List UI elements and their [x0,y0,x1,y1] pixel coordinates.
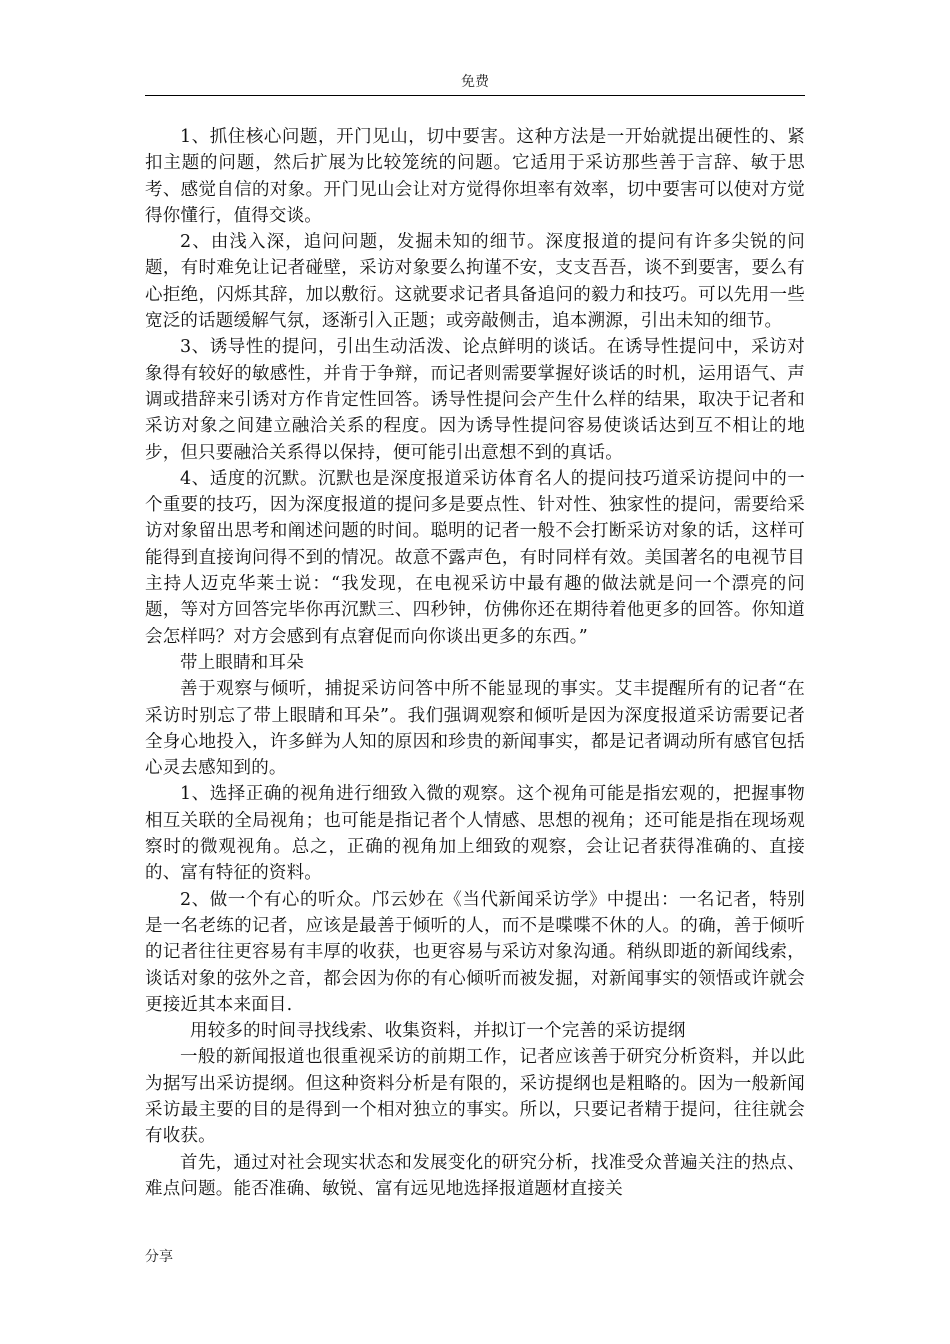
document-body [145,124,805,1202]
page-footer: 分享 [145,1249,173,1265]
paragraph-leading-question: 3、诱导性的提问，引出生动活泼、论点鲜明的谈话。在诱导性提问中，采访对象得有较好的敏感性，并肯于争辩，而记者则需要掌握好谈话的时机，运用语气、声调或措辞来引诱对方作肯定性回答。诱导性提问会产生什么样的结果，取决于记者和采访对象之间建立融洽关系的程度。因为诱导性提问容易使谈话达到互不相让的地步，但只要融洽关系得以保持，便可能引出意想不到的真话。 [145,337,805,463]
section-heading-research-outline: 用较多的时间寻找线索、收集资料，并拟订一个完善的采访提纲 [190,1021,686,1042]
paragraph-listener: 2、做一个有心的听众。邝云妙在《当代新闻采访学》中提出：一名记者，特别是一名老练的记者，应该是最善于倾听的人，而不是喋喋不休的人。的确，善于倾听的记者往往更容易有丰厚的收获，也更容易与采访对象沟通。稍纵即逝的新闻线索，谈话对象的弦外之音，都会因为你的有心倾听而被发掘，对新闻事实的领悟或许就会更接近其本来面目. [145,889,805,1015]
page-header: 免费 [461,74,489,90]
paragraph-observe-listen: 善于观察与倾听，捕捉采访问答中所不能显现的事实。艾丰提醒所有的记者“在采访时别忘了带上眼睛和耳朵”。我们强调观察和倾听是因为深度报道采访需要记者全身心地投入，许多鲜为人知的原因和珍贵的新闻事实，都是记者调动所有感官包括心灵去感知到的。 [145,679,805,779]
header-divider [145,95,805,96]
paragraph-perspective: 1、选择正确的视角进行细致入微的观察。这个视角可能是指宏观的，把握事物相互关联的全局视角；也可能是指记者个人情感、思想的视角；还可能是指在现场观察时的微观视角。总之，正确的视角加上细致的观察，会让记者获得准确的、直接的、富有特征的资料。 [145,784,805,884]
paragraph-core-question: 1、抓住核心问题，开门见山，切中要害。这种方法是一开始就提出硬性的、紧扣主题的问题，然后扩展为比较笼统的问题。它适用于采访那些善于言辞、敏于思考、感觉自信的对象。开门见山会让对方觉得你坦率有效率，切中要害可以使对方觉得你懂行，值得交谈。 [145,127,805,226]
paragraph-general-reporting: 一般的新闻报道也很重视采访的前期工作，记者应该善于研究分析资料，并以此为据写出采访提纲。但这种资料分析是有限的，采访提纲也是粗略的。因为一般新闻采访最主要的目的是得到一个相对独立的事实。所以，只要记者精于提问，往往就会有收获。 [145,1047,805,1147]
paragraph-first-step: 首先，通过对社会现实状态和发展变化的研究分析，找准受众普遍关注的热点、难点问题。能否准确、敏锐、富有远见地选择报道题材直接关 [145,1152,805,1199]
section-heading-eyes-ears: 带上眼睛和耳朵 [180,652,304,673]
paragraph-silence: 4、适度的沉默。沉默也是深度报道采访体育名人的提问技巧道采访提问中的一个重要的技巧，因为深度报道的提问多是要点性、针对性、独家性的提问，需要给采访对象留出思考和阐述问题的时间。聪明的记者一般不会打断采访对象的话，这样可能得到直接询问得不到的情况。故意不露声色，有时同样有效。美国著名的电视节目主持人迈克华莱士说：“我发现，在电视采访中最有趣的做法就是问一个漂亮的问题，等对方回答完毕你再沉默三、四秒钟，仿佛你还在期待着他更多的回答。你知道会怎样吗？对方会感到有点窘促而向你谈出更多的东西。” [145,468,805,647]
paragraph-follow-up-question: 2、由浅入深，追问问题，发掘未知的细节。深度报道的提问有许多尖锐的问题，有时难免让记者碰壁，采访对象要么拘谨不安，支支吾吾，谈不到要害，要么有心拒绝，闪烁其辞，加以敷衍。这就要求记者具备追问的毅力和技巧。可以先用一些宽泛的话题缓解气氛，逐渐引入正题；或旁敲侧击，追本溯源，引出未知的细节。 [145,232,805,332]
